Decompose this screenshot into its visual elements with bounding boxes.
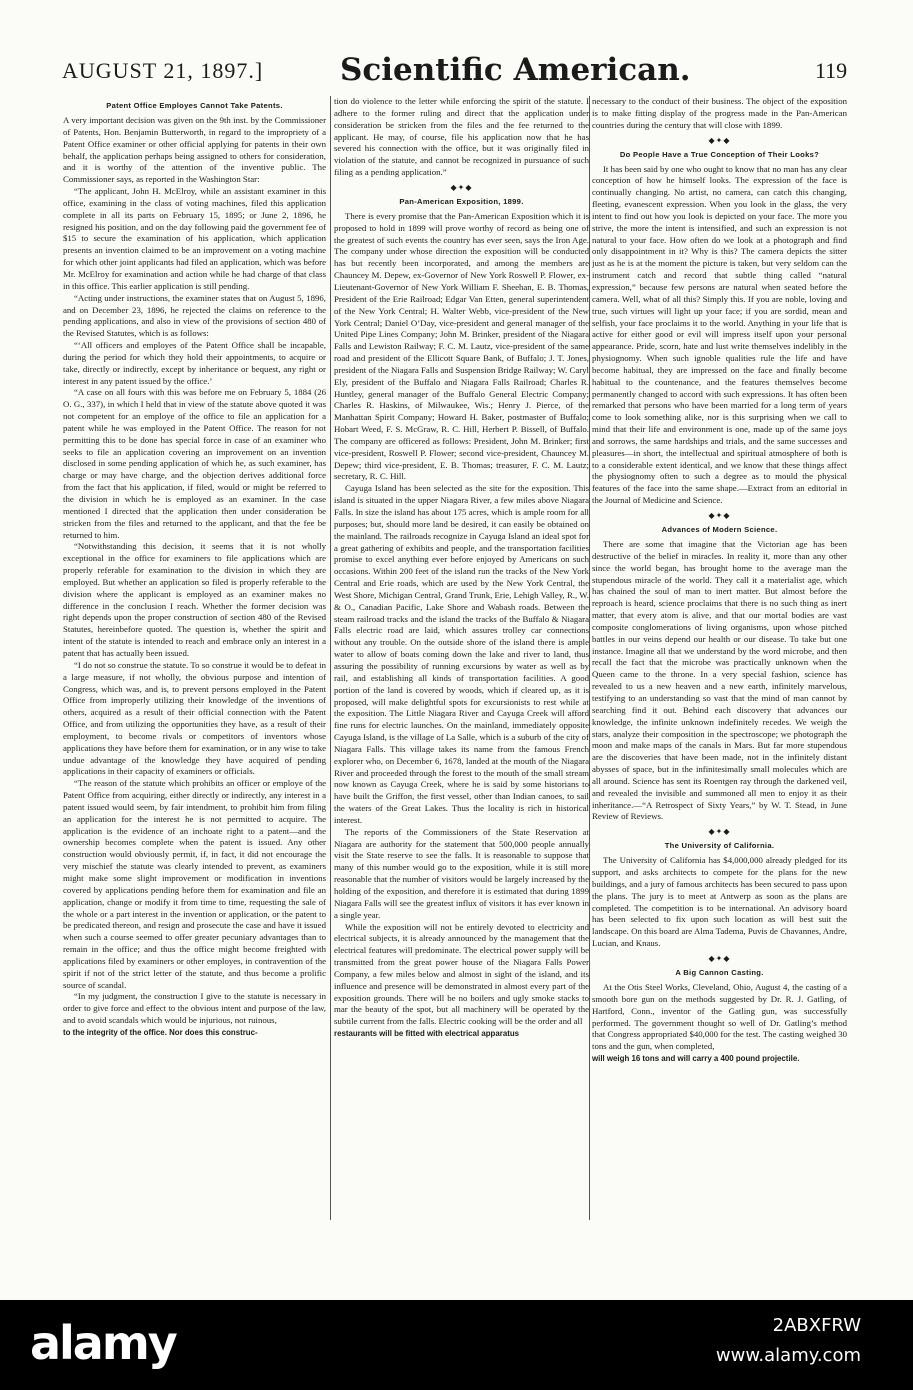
paragraph-continued: to the integrity of the office. Nor does this construc- <box>63 1027 258 1037</box>
paragraph-continued: will weigh 16 tons and will carry a 400 pound projectile. <box>592 1054 800 1064</box>
watermark-logo: alamy <box>30 1316 176 1370</box>
paragraph: “In my judgment, the construction I give to the statute is necessary in order to give force and effect to the obvious intent and purpose of the law, and to avoid scandals which would be injurious, not ruinous, <box>63 991 326 1026</box>
paragraph: necessary to the conduct of their business. The object of the exposition is to make fitting display of the progress made in the Pan-American countries during the century that will close with 1899. <box>592 96 847 130</box>
article-title-cannon: A Big Cannon Casting. <box>675 968 764 977</box>
ornament-divider: ◆✦◆ <box>450 182 473 192</box>
paragraph: At the Otis Steel Works, Cleveland, Ohio, August 4, the casting of a smooth bore gun on the methods suggested by Dr. R. J. Gatling, of Hartford, Conn., inventor of the Gatling gun, was successfully performed. The government thought so well of Dr. Gatling’s method that Congress appropriated $40,000 for the test. The casting weighed 30 tons and the gun, when completed, <box>592 982 847 1052</box>
paragraph: “The applicant, John H. McElroy, while an assistant examiner in this office, examining in the class of voting machines, filed this application complete in all its parts on February 15, 1895; or June 2, 1896, he resigned his position, and on the day following paid the government fee of $15 to secure the examination of his application, which application presents an invention claimed to be an improvement on a voting machine for which other joint applicants had filed an application, which was before Mr. McElroy for examination and action while he had charge of that class in this office. This earlier application is still pending. <box>63 186 326 291</box>
column-rule <box>589 96 590 1220</box>
paragraph: “Acting under instructions, the examiner states that on August 5, 1896, and on December 23, 1896, he rejected the claims on reference to the pending applications, and also in view of the provisions of section 480 of the Revised Statutes, which is as follows: <box>63 292 326 339</box>
ornament-divider: ◆✦◆ <box>708 511 731 520</box>
column-rule <box>330 96 331 1220</box>
article-title-pan-american: Pan-American Exposition, 1899. <box>399 196 524 206</box>
issue-date: AUGUST 21, 1897.] <box>62 58 264 83</box>
paragraph: There is every promise that the Pan-American Exposition which it is proposed to hold in 1899 will prove worthy of record as being one of the greatest of such events the country has ever seen, says the Iron Age. The company under whose direction the exposition will be conducted has but recently been incorporated, and among the members are Chauncey M. Depew, ex-Governor of New York Roswell P. Flower, ex-Lieutenant-Governor of New York William F. Sheehan, E. B. Thomas, President of the Erie Railroad; Edgar Van Etten, general superintendent of the New York Central; H. Walter Webb, vice-president of the New York Central; Daniel O’Day, vice-president and general manager of the United Pipe Lines Company; John M. Brinker, president of the Niagara Falls and Lewiston Railway; F. C. M. Lautz, vice-president of the same road and president of the Ellicott Square Bank, of Buffalo; J. T. Jones, president of the Niagara Falls and Suspension Bridge Railway; W. Caryl Ely, president of the Buffalo and Niagara Falls Railroad; Charles R. Huntley, general manager of the Buffalo General Electric Company; Charles R. Haskins, of Milwaukee, Wis.; Henry J. Pierce, of the Manhattan Spirit Company; Howard H. Baker, postmaster of Buffalo; Hobart Weed, F. S. McGraw, R. C. Hill, Herbert P. Bissell, of Buffalo. The company are officered as follows: President, John M. Brinker; first vice-president, Roswell P. Flower; second vice-president, Chauncey M. Depew; third vice-president, E. B. Thomas; treasurer, F. C. M. Lautz; secretary, R. C. Hill. <box>334 210 589 482</box>
watermark-site: www.alamy.com <box>715 1345 861 1366</box>
paragraph: A very important decision was given on the 9th inst. by the Commissioner of Patents, Hon. Benjamin Butterworth, in regard to the impropriety of a Patent Office examiner or other official applying for patents in their own behalf, the application perhaps being assigned to others for consideration, and it is worthy of the attention of the inventive public. The Commissioner says, as reported in the Washington Star: <box>63 115 326 185</box>
article-title-modern-science: Advances of Modern Science. <box>661 525 778 534</box>
paragraph-continued: restaurants will be fitted with electrical apparatus <box>334 1029 520 1039</box>
paragraph: The reports of the Commissioners of the State Reservation at Niagara are authority for the statement that 500,000 people annually visit the State reserve to see the falls. It is reasonable to suppose that many of this number would go to the exposition, while it is still more reasonable that the number of visitors would be largely increased by the holding of the exposition, and therefore it is estimated that during 1899 Niagara Falls will see the greatest influx of visitors it has ever known in a single year. <box>334 826 589 920</box>
masthead: Scientific American. <box>340 52 691 88</box>
paragraph: tion do violence to the letter while enforcing the spirit of the statute. I adhere to the former ruling and direct that the application under consideration be stricken from the files and the fee returned to the applicant. He may, of course, file his application now that he has severed his connection with the office, but it was originally filed in violation of the statute, and cannot be recognized in pursuance of such filing as a pending application.” <box>334 96 589 178</box>
paragraph: “Notwithstanding this decision, it seems that it is not wholly exceptional in the office for examiners to file applications which are properly referable for examination to the division in which they are employed. But whether an application so filed is properly referable to the division where the applicant is employed as an examiner makes no difference in the conclusion I reach. Whether the former decision was right depends upon the proper construction of section 480 of the Revised Statutes, hereinbefore quoted. The question is, whether the spirit and intent of the statute is intended to reach and embrace only an interest in a patent that has actually been issued. <box>63 541 326 658</box>
page-number: 119 <box>815 58 848 83</box>
paragraph: It has been said by one who ought to know that no man has any clear conception of how he himself looks. The expression of the face is continually changing. No artist, no camera, can catch this changing, fleeting, evanescent expression. When you look in the glass, the very intent to find out how you look is depicted on your face. The more you strive, the more the intent is intensified, and such an expression is not natural to your face. How often do we look at a photograph and find only disappointment in it? Why is this? The camera depicts the sitter just as he is at the moment the picture is taken, but very seldom can the instrument catch and record that subtle thing called “natural expression,” because few persons are natural when seated before the camera. Well, what of all this? Simply this. If you are noble, loving and true, such virtues will light up your face; if you are sordid, mean and selfish, your face proclaims it to the world. Anything in your life that is active for either good or evil will impress itself upon your personal appearance. Pride, scorn, hate and lust write themselves indelibly in the physiognomy. When such ignoble qualities rule the life and have become habitual, they are impressed on the face and finally become habitual to the countenance, and the features themselves become permanently changed to accord with such expressions. It has often been remarked that persons who have been married for a long term of years come to look something alike, nor is this surprising when we call to mind that their life and environment is one, made up of the same joys and sorrows, the same hardships and trials, and the same successes and pleasures—in short, the intellectual and spiritual atmosphere of both is to a considerable extent identical, and we know that these things affect the physiognomy often to such a degree as to mould the physical features of the face into the same shape.—Extract from an editorial in the Journal of Medicine and Science. <box>592 163 847 506</box>
paragraph: The University of California has $4,000,000 already pledged for its support, and asks architects to compete for the plans for the new buildings, and a jury of famous architects has been secured to pass upon the plans. The jury is to meet at Antwerp as soon as the plans are completed. The competition is to be international. An advisory board has been selected to fix upon such location as will best suit the landscape. On this board are Alma Tadema, Puvis de Chavannes, Andre, Lucian, and Knaus. <box>592 855 847 949</box>
ornament-divider: ◆✦◆ <box>708 135 731 145</box>
ornament-divider: ◆✦◆ <box>708 827 731 837</box>
ornament-divider: ◆✦◆ <box>708 954 731 963</box>
column-2 <box>334 96 589 1220</box>
paragraph: “‘All officers and employes of the Patent Office shall be incapable, during the period for which they hold their appointments, to acquire or take, directly or indirectly, except by inheritance or bequest, any right or interest in any patent issued by the office.’ <box>63 340 326 386</box>
paragraph: “A case on all fours with this was before me on February 5, 1884 (26 O. G., 337), in which I held that in view of the statute above quoted it was not competent for an employe of the office to file an application for a patent while he was employed in the Patent Office. The reason for not permitting this to be done has special force in case of an examiner who seeks to file an application covering an improvement on an invention disclosed in some pending application of which he, as such examiner, has charge or may have charge, and the objection derives additional force from the fact that his application, if filed, would or might be referred to the division in which he is employed as an examiner. In the case mentioned I directed that the application then under consideration be stricken from the files and returned to the applicant, and that the fee be returned to him. <box>63 387 326 540</box>
watermark-image-id: 2ABXFRW <box>772 1315 861 1336</box>
article-title-patent-office: Patent Office Employes Cannot Take Patents. <box>106 101 283 110</box>
column-3 <box>592 96 847 1220</box>
article-title-true-conception: Do People Have a True Conception of Their Looks? <box>619 149 820 159</box>
article-title-university: The University of California. <box>664 841 775 851</box>
paragraph: Cayuga Island has been selected as the site for the exposition. This island is situated in the upper Niagara River, a few miles above Niagara Falls. In size the island has about 175 acres, which is ample room for all purposes; but, should more land be desired, it can easily be obtained on the mainland. The railroads recognize in Cayuga Island an ideal spot for a great gathering of exhibits and people, and the transportation facilities promise to excel anything ever before enjoyed by Americans on such occasions. Within 200 feet of the island run the tracks of the New York Central and Erie roads, which are used by the New York Central, the West Shore, Michigan Central, Grand Trunk, Erie, Lehigh Valley, R., W. & O., Canadian Pacific, Lake Shore and Wabash roads. Between the steam railroad tracks and the island the tracks of the Buffalo & Niagara Falls electric road are laid, which assures trolley car connections without any trouble. On the outside shore of the island there is ample water to allow of boats coming down the lake and river to land, thus assuring the possibility of running excursions by water as well as by rail, and establishing all kinds of transportation facilities. A good portion of the land is covered by woods, which if cleared up, as it is proposed, will make delightful spots for excursionists to rest while at the exposition. The Little Niagara River and Cayuga Creek will afford fine runs for electric launches. On the mainland, immediately opposite Cayuga Island, is the village of La Salle, which is a suburb of the city of Niagara Falls. This village takes its name from the famous French explorer who, on December 6, 1678, landed at the mouth of the Niagara River and proceeded through the forest to the mouth of the small stream now known as Cayuga Creek, where he is said by some historians to have built the Griffon, the first vessel, other than Indian canoes, to sail the waters of the Great Lakes. Thus the locality is rich in historical interest. <box>334 483 589 825</box>
column-1 <box>63 96 326 1220</box>
paragraph: There are some that imagine that the Victorian age has been destructive of the belief in miracles. In reality it, more than any other since the world began, has brought home to the average man the stupendous miracle of the world. They call it a materialist age, which has chained the soul of man to inert matter. But almost before the reproach is heard, science proclaims that there is no such thing as inert matter, that every atom is alive, and that our mortal bodies are vast composite conglomerations of living organisms, upon whose pitched battles in our veins depend our health or our disease. To take but one instance. Imagine all that we understand by the word microbe, and then recall the fact that the microbe was practically unknown when the Queen came to the throne. In a very special fashion, science has revealed to us a new heaven and a new earth, infinitely marvelous, testifying to an understanding so vast that the mind of man cannot by searching find it out. Behind each discovery that advances our knowledge, the infinite unknown indefinitely recedes. We weigh the stars, analyze their composition in the spectroscope; we photograph the moon and make maps of the canals in Mars. But far more stupendous are the discoveries that have been made, not in the infinitely distant abysses of space, but in the infinitesimally small molecules which are all around. Science has sent its Roentgen ray through the darkened veil, and revealed the invisible and summoned all men to enjoy it as their inheritance.—“A Retrospect of Sixty Years,” by W. T. Stead, in June Review of Reviews. <box>592 539 847 822</box>
paragraph: “The reason of the statute which prohibits an officer or employe of the Patent Office from acquiring, either directly or indirectly, any interest in a patent issued would seem, by fair intendment, to prohibit him from filing an application for the interest he is not permitted to acquire. The application is the evidence of an inchoate right to a patent—and the ownership becomes complete when the patent is issued. Any other construction would obviously permit, if, in fact, it did not encourage the very mischief the statute was clearly intended to prevent, as examiners might make some slight improvement or modification in inventions covered by applications pending before them for examination and file an application, change or modify it from time to time, requesting the sale of the whole or a part interest in the invention or application, or the patent to be predicated thereon, and resign and prosecute the case and have it issued when such a course seemed to offer greater pecuniary advantages than to remain in the office; and thus the office might become freighted with applications filed by examiners or other employes, in contravention of the spirit if not of the strict letter of the statute, and thus become a prolific source of scandal. <box>63 778 326 990</box>
paragraph: While the exposition will not be entirely devoted to electricity and electrical subjects, it is already announced by the management that the electrical features will predominate. The electrical power supply will be transmitted from the great power house of the Niagara Falls Power Company, a few miles below and almost in sight of the island, and its influence and presence will be demonstrated in almost every part of the exposition grounds. There will be no boilers and ugly smoke stacks to mar the beauty of the spot, but all machinery will be operated by the subtile current from the falls. Electric cooking will be the order and all <box>334 921 589 1027</box>
paragraph: “I do not so construe the statute. To so construe it would be to defeat in a large measure, if not wholly, the obvious purpose and intention of Congress, which was, and is, to prevent persons employed in the Patent Office from improperly utilizing their knowledge of the inventions of others, acquired as a result of their official connection with the Patent Office, and from utilizing the opportunities they have, as a result of their employment, to become rivals or competitors of inventors whose applications they have before them for examination, or in any wise to take undue advantage of the knowledge they have acquired of pending applications in their capacity of examiners or officials. <box>63 659 326 777</box>
